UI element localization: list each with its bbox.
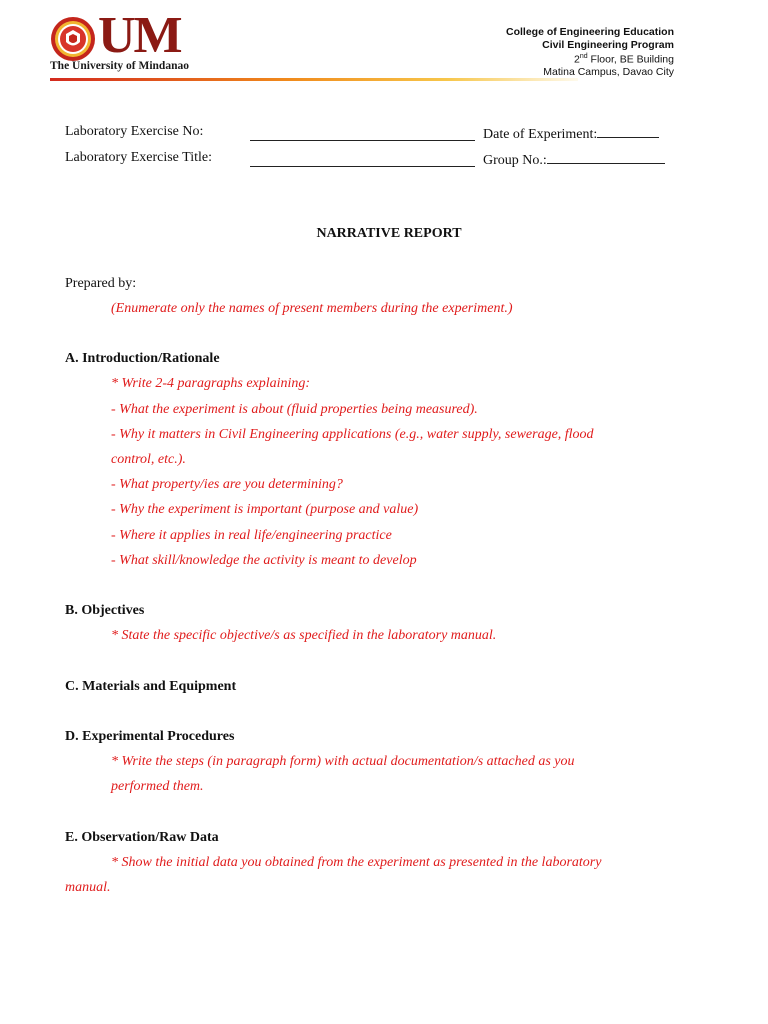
section-a-line: - Where it applies in real life/engineering practice: [111, 528, 392, 543]
college-name: College of Engineering Education: [505, 26, 674, 38]
section-a-line: - Why the experiment is important (purpose and value): [111, 502, 419, 517]
section-a-heading: A. Introduction/Rationale: [65, 351, 220, 366]
university-seal-icon: [50, 16, 96, 62]
exercise-title-field[interactable]: [250, 150, 475, 167]
section-e-line: * Show the initial data you obtained from the experiment as presented in the laboratory: [111, 855, 602, 870]
prepared-by-instruction: (Enumerate only the names of present members during the experiment.): [111, 301, 513, 316]
section-a-line: - What the experiment is about (fluid properties being measured).: [111, 402, 478, 417]
campus-address: Matina Campus, Davao City: [543, 66, 674, 79]
section-a-line: - What skill/knowledge the activity is meant to develop: [111, 553, 417, 568]
section-b-line: * State the specific objective/s as specified in the laboratory manual.: [111, 628, 497, 643]
report-title: NARRATIVE REPORT: [316, 226, 462, 241]
section-a-line: * Write 2-4 paragraphs explaining:: [111, 376, 311, 391]
section-a-line: control, etc.).: [111, 452, 186, 467]
group-field[interactable]: [483, 150, 665, 169]
exercise-no-field[interactable]: [250, 124, 475, 141]
header-divider: [50, 78, 578, 81]
date-label: Date of Experiment:: [483, 127, 598, 142]
um-logo-text: UM: [98, 7, 181, 64]
building-address: 2nd Floor, BE Building: [573, 53, 674, 66]
section-e-heading: E. Observation/Raw Data: [65, 830, 219, 845]
section-c-heading: C. Materials and Equipment: [65, 679, 237, 694]
exercise-title-label: Laboratory Exercise Title:: [65, 150, 212, 165]
group-label: Group No.:: [483, 153, 547, 168]
section-d-line: performed them.: [111, 779, 204, 794]
exercise-no-label: Laboratory Exercise No:: [65, 124, 204, 139]
section-e-line: manual.: [65, 880, 111, 895]
prepared-by-label: Prepared by:: [65, 276, 137, 291]
date-field[interactable]: [483, 124, 659, 143]
section-a-line: - What property/ies are you determining?: [111, 477, 343, 492]
section-a-line: - Why it matters in Civil Engineering applications (e.g., water supply, sewerage, flood: [111, 427, 594, 442]
um-logo: [50, 7, 210, 74]
section-d-heading: D. Experimental Procedures: [65, 729, 235, 744]
section-b-heading: B. Objectives: [65, 603, 145, 618]
section-d-line: * Write the steps (in paragraph form) with actual documentation/s attached as you: [111, 754, 575, 769]
college-info: [506, 26, 674, 79]
program-name: Civil Engineering Program: [542, 38, 674, 51]
university-name: The University of Mindanao: [50, 60, 189, 72]
